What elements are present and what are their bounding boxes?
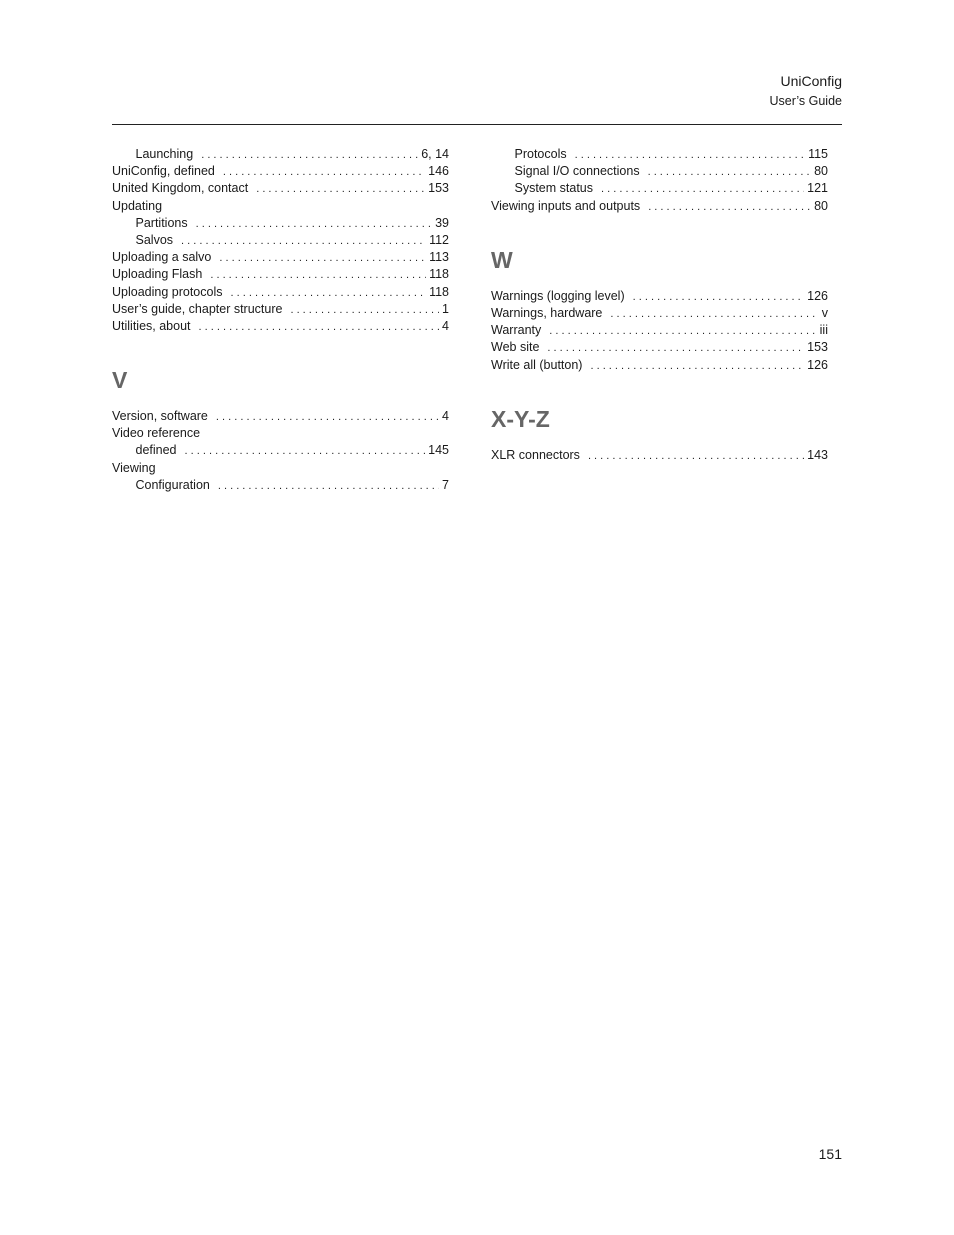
dot-leader bbox=[648, 199, 811, 216]
index-column-left bbox=[112, 146, 449, 494]
entry-list bbox=[491, 288, 828, 374]
index-subentry bbox=[112, 215, 449, 232]
entry-page-ref: 1 bbox=[442, 301, 449, 316]
entry-page-ref: 126 bbox=[807, 357, 828, 372]
index-subentry bbox=[112, 477, 449, 494]
entry-label: Partitions bbox=[135, 215, 188, 230]
entry-page-ref: 113 bbox=[429, 250, 449, 265]
dot-leader bbox=[218, 478, 439, 495]
entry-label: Protocols bbox=[514, 147, 567, 161]
entry-label: Viewing bbox=[112, 460, 156, 475]
dot-leader bbox=[588, 448, 804, 465]
entry-page-ref: 6, 14 bbox=[421, 147, 449, 161]
entry-page-ref: 121 bbox=[807, 181, 828, 196]
index-subentry bbox=[112, 232, 449, 249]
index-entry bbox=[491, 447, 828, 464]
entry-label: defined bbox=[135, 443, 177, 458]
dot-leader bbox=[648, 164, 812, 181]
dot-leader bbox=[575, 147, 805, 164]
entry-label: System status bbox=[514, 181, 593, 196]
entry-label: Utilities, about bbox=[112, 318, 191, 333]
index-entry bbox=[491, 305, 828, 322]
entry-label: Version, software bbox=[112, 409, 208, 424]
index-entry bbox=[112, 249, 449, 266]
dot-leader bbox=[231, 285, 427, 302]
dot-leader bbox=[547, 340, 804, 357]
entry-label: Uploading Flash bbox=[112, 267, 203, 282]
index-column-right bbox=[491, 146, 828, 464]
entry-page-ref: 112 bbox=[429, 232, 449, 247]
dot-leader bbox=[256, 181, 425, 198]
entry-label: Salvos bbox=[135, 232, 174, 247]
entry-label: Uploading a salvo bbox=[112, 250, 212, 265]
entry-page-ref: 4 bbox=[442, 409, 449, 424]
entry-page-ref: 146 bbox=[428, 164, 449, 179]
dot-leader bbox=[185, 443, 426, 460]
entry-page-ref: v bbox=[821, 305, 828, 320]
index-entry bbox=[112, 163, 449, 180]
entry-label: User’s guide, chapter structure bbox=[112, 301, 283, 316]
dot-leader bbox=[601, 181, 804, 198]
entry-page-ref: iii bbox=[819, 323, 828, 338]
page-number: 151 bbox=[818, 1146, 842, 1162]
dot-leader bbox=[290, 302, 439, 319]
entry-page-ref: 153 bbox=[428, 181, 449, 196]
index-subentry bbox=[491, 180, 828, 197]
entry-page-ref: 80 bbox=[814, 198, 828, 213]
dot-leader bbox=[199, 319, 440, 336]
entry-page-ref: 4 bbox=[442, 318, 449, 333]
entry-page-ref: 126 bbox=[807, 288, 828, 303]
running-header bbox=[770, 72, 843, 110]
index-subentry bbox=[491, 146, 828, 163]
index-entry bbox=[491, 357, 828, 374]
index-letter-heading: X-Y-Z bbox=[491, 405, 550, 432]
entry-label: Viewing inputs and outputs bbox=[491, 198, 641, 213]
entry-page-ref: 118 bbox=[429, 267, 449, 282]
entry-list bbox=[491, 447, 828, 464]
entry-label: Updating bbox=[112, 198, 163, 213]
index-entry bbox=[491, 198, 828, 215]
header-title: UniConfig bbox=[780, 73, 842, 89]
entry-page-ref: 118 bbox=[429, 284, 449, 299]
index-entry bbox=[112, 425, 449, 442]
header-subtitle: User’s Guide bbox=[769, 94, 842, 108]
dot-leader bbox=[219, 250, 426, 267]
index-entry bbox=[112, 318, 449, 335]
entry-page-ref: 39 bbox=[435, 215, 449, 230]
entry-page-ref: 7 bbox=[442, 477, 449, 492]
entry-list bbox=[491, 146, 828, 215]
index-entry bbox=[491, 339, 828, 356]
entry-page-ref: 145 bbox=[428, 443, 449, 458]
index-entry bbox=[112, 408, 449, 425]
dot-leader bbox=[633, 289, 805, 306]
index-entry bbox=[112, 198, 449, 215]
index-entry bbox=[112, 301, 449, 318]
index-subentry bbox=[491, 163, 828, 180]
entry-label: Web site bbox=[491, 340, 540, 355]
entry-label: Write all (button) bbox=[491, 357, 583, 372]
index-letter-heading: V bbox=[112, 367, 128, 394]
entry-page-ref: 80 bbox=[814, 164, 828, 179]
entry-label: Uploading protocols bbox=[112, 284, 223, 299]
index-entry bbox=[112, 284, 449, 301]
dot-leader bbox=[201, 147, 418, 164]
entry-page-ref: 153 bbox=[807, 340, 828, 355]
index-subentry bbox=[112, 146, 449, 163]
dot-leader bbox=[181, 233, 426, 250]
entry-label: Launching bbox=[135, 147, 194, 161]
index-letter-heading: W bbox=[491, 246, 513, 273]
dot-leader bbox=[196, 216, 432, 233]
entry-label: United Kingdom, contact bbox=[112, 181, 249, 196]
index-entry bbox=[491, 322, 828, 339]
index-entry bbox=[112, 460, 449, 477]
index-entry bbox=[112, 266, 449, 283]
entry-label: Warnings, hardware bbox=[491, 305, 603, 320]
entry-label: Video reference bbox=[112, 426, 201, 441]
entry-list bbox=[112, 146, 449, 335]
dot-leader bbox=[216, 409, 439, 426]
entry-page-ref: 143 bbox=[807, 447, 828, 462]
dot-leader bbox=[223, 164, 425, 181]
index-subentry bbox=[112, 442, 449, 459]
dot-leader bbox=[549, 323, 816, 340]
entry-page-ref: 115 bbox=[808, 147, 828, 161]
index-entry bbox=[491, 288, 828, 305]
dot-leader bbox=[610, 306, 818, 323]
entry-label: Warnings (logging level) bbox=[491, 288, 625, 303]
entry-label: XLR connectors bbox=[491, 447, 580, 462]
entry-label: Warranty bbox=[491, 323, 542, 338]
index-entry bbox=[112, 180, 449, 197]
entry-list bbox=[112, 408, 449, 494]
dot-leader bbox=[590, 358, 804, 375]
entry-label: Signal I/O connections bbox=[514, 164, 640, 179]
header-rule bbox=[112, 124, 842, 125]
entry-label: UniConfig, defined bbox=[112, 164, 215, 179]
dot-leader bbox=[210, 267, 426, 284]
entry-label: Configuration bbox=[135, 477, 210, 492]
